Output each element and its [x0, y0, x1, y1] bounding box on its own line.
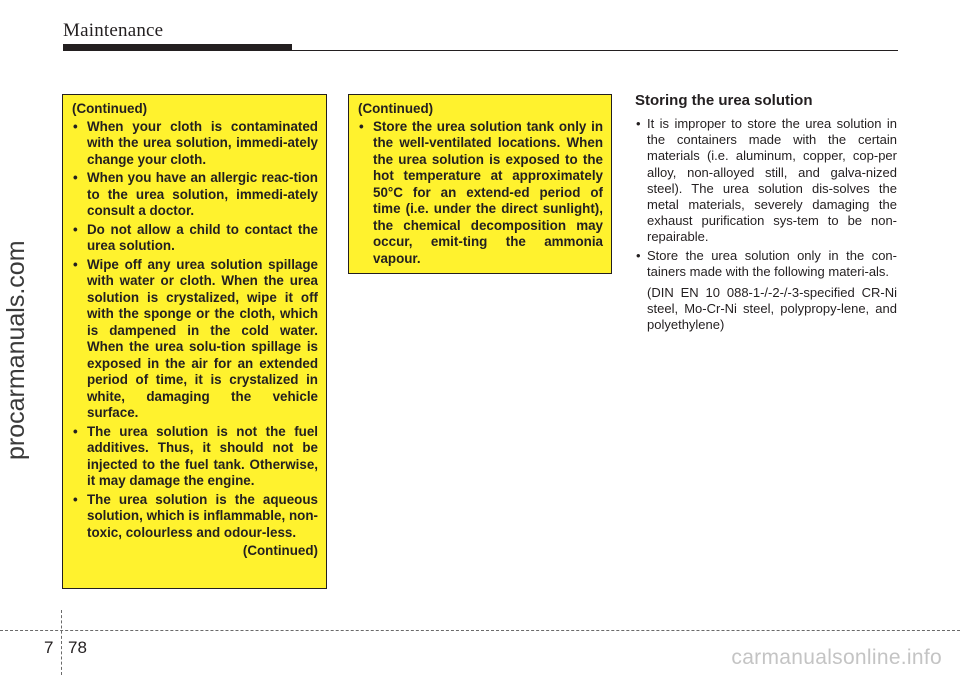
warning-item: • Store the urea solution tank only in the well-ventilated locations. When the urea solution is exposed to the hot temperature at approximately 50°C for an extend-ed period of time (i.e. under the direct sunlight), the chemical decomposition may occur, emit-ting the ammonia vapour. [358, 119, 603, 268]
continued-head: (Continued) [72, 101, 148, 116]
storing-section [635, 92, 897, 336]
list-item [635, 116, 897, 246]
sub-note: (DIN EN 10 088-1-/-2-/-3-specified CR-Ni steel, Mo-Cr-Ni steel, polypropy-lene, and polyethylene) [647, 285, 897, 333]
warning-item: • The urea solution is not the fuel additives. Thus, it should not be injected to the fuel tank. Otherwise, it may damage the engine. [72, 424, 318, 490]
header-title: Maintenance [63, 20, 164, 41]
bottom-watermark: carmanualsonline.info [731, 646, 942, 669]
warning-item: • When your cloth is contaminated with the urea solution, immedi-ately change your cloth. [72, 119, 318, 169]
footer-rule [0, 630, 960, 631]
header-bar [63, 44, 292, 51]
section-list [635, 116, 897, 334]
continued-head: (Continued) [358, 101, 434, 116]
continued-foot: (Continued) [242, 543, 318, 558]
chapter-number: 7 [44, 638, 54, 657]
warning-item: • When you have an allergic reac-tion to the urea solution, immedi-ately consult a doctor. [72, 170, 318, 220]
list-item [635, 248, 897, 334]
warning-box-middle [348, 94, 612, 274]
warning-list [72, 119, 318, 542]
list-item-text: • Store the urea solution only in the con-tainers made with the following materi-als. [647, 247, 897, 279]
page-number: 78 [68, 638, 87, 657]
warning-box-left [62, 94, 327, 589]
warning-item: • The urea solution is the aqueous solution, which is inflammable, non-toxic, colourless and odour-less. [72, 492, 318, 542]
section-heading: Storing the urea solution [635, 92, 813, 109]
side-watermark: procarmanuals.com [2, 240, 30, 460]
header-rule [292, 50, 898, 51]
list-item-text: • It is improper to store the urea solution in the containers made with the certain materials (i.e. aluminum, copper, cop-per alloy, non-alloyed still, and galva-nized steel). The urea solution dis-solves the metal materials, severely damaging the exhaust purification sys-tem to be non-repairable. [647, 116, 897, 245]
warning-item: • Do not allow a child to contact the urea solution. [72, 222, 318, 255]
warning-item: • Wipe off any urea solution spillage with water or cloth. When the urea solution is crystalized, wipe it off with the sponge or the cloth, which is dampened in the cold water. When the urea solu-tion spillage is exposed in the air for an extended period of time, it is crystalized in white, damaging the vehicle surface. [72, 257, 318, 422]
warning-list [358, 119, 603, 268]
footer-divider [61, 610, 62, 675]
